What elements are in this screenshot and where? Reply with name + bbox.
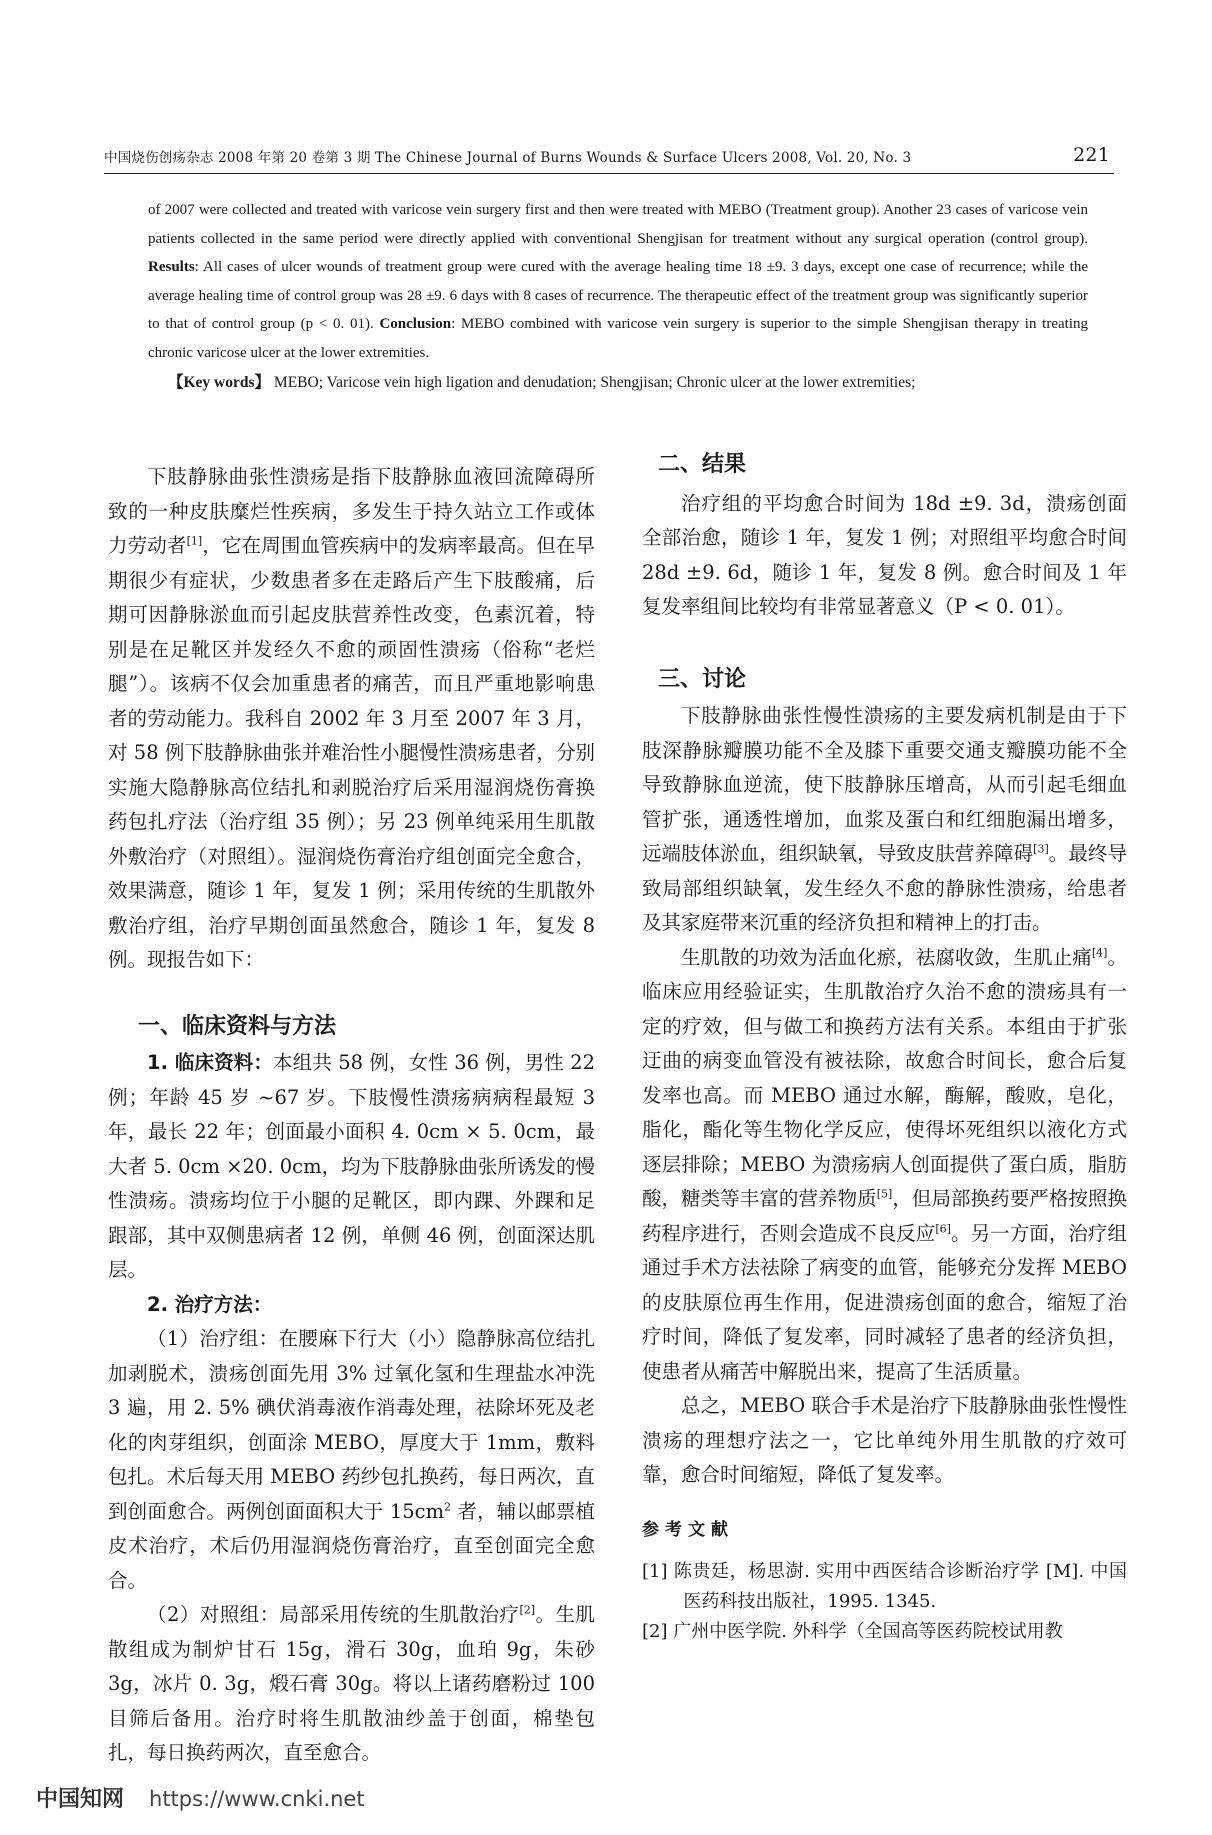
discussion-2-text-2: 。临床应用经验证实，生肌散治疗久治不愈的溃疡具有一定的疗效，但与做工和换药方法有关系。本组由于扩张迂曲的病变血管没有被祛除，故愈合时间长，愈合后复发率也高。而 MEBO 通过水解，酶解，酸败，皂化，脂化，酯化等生物化学反应，使得坏死组织以液化方式逐层排除；MEBO 为溃疡病人创面提供了蛋白质，脂肪酸，糖类等丰富的营养物质 — [642, 945, 1127, 1210]
left-column — [108, 460, 595, 1771]
watermark-url: https://www.cnki.net — [149, 1787, 365, 1811]
abstract-body — [148, 196, 1088, 367]
discussion-2-text-4: 。另一方面，治疗组通过手术方法祛除了病变的血管，能够充分发挥 MEBO 的皮肤原位再生作用，促进溃疡创面的愈合，缩短了治疗时间，降低了复发率，同时减轻了患者的经济负担，使患者从痛苦中解脱出来，提高了生活质量。 — [642, 1221, 1127, 1383]
discussion-paragraph-3: 总之，MEBO 联合手术是治疗下肢静脉曲张性慢性溃疡的理想疗法之一，它比单纯外用生肌散的疗效可靠，愈合时间缩短，降低了复发率。 — [642, 1394, 1127, 1486]
intro-text-2: ，它在周围血管疾病中的发病率最高。但在早期很少有症状，少数患者多在走路后产生下肢酸痛，后期可因静脉淤血而引起皮肤营养性改变，色素沉着，特别是在足靴区并发经久不愈的顽固性溃疡（俗称“老烂腿”）。该病不仅会加重患者的痛苦，而且严重地影响患者的劳动能力。我科自 2002 年 3 月至 2007 年 3 月，对 58 例下肢静脉曲张并难治性小腿慢性溃疡患者，分别实施大隐静脉高位结扎和剥脱治疗后采用湿润烧伤膏换药包扎疗法（治疗组 35 例）；另 23 例单纯采用生肌散外敷治疗（对照组）。湿润烧伤膏治疗组创面完全愈合，效果满意，随诊 1 年，复发 1 例；采用传统的生肌散外敷治疗组，治疗早期创面虽然愈合，随诊 1 年，复发 8 例。现报告如下： — [108, 534, 595, 971]
section-2-title: 二、结果 — [658, 452, 747, 477]
reference-item-2: [2] 广州中医学院. 外科学（全国高等医药院校试用教 — [642, 1621, 1063, 1642]
abstract-text-3: : MEBO combined with varicose vein surgery is superior to the simple Shengjisan therapy in treating chronic varicose ulcer at the lower extremities. — [148, 316, 1088, 361]
keywords-text: MEBO; Varicose vein high ligation and denudation; Shengjisan; Chronic ulcer at the lower extremities; — [270, 374, 916, 391]
section-3-title: 三、讨论 — [658, 666, 747, 692]
results-paragraph: 治疗组的平均愈合时间为 18d ±9. 3d，溃疡创面全部治愈，随诊 1 年，复发 1 例；对照组平均愈合时间 28d ±9. 6d，随诊 1 年，复发 8 例。愈合时间及 1 年复发率组间比较均有非常显著意义（P < 0. 01）。 — [642, 491, 1127, 618]
citation-4: [4] — [1091, 946, 1108, 959]
watermark-cn: 中国知网 — [36, 1787, 125, 1812]
journal-title: 中国烧伤创疡杂志 2008 年第 20 卷第 3 期 The Chinese Journal of Burns Wounds & Surface Ulcers 2008, Vol. 20, No. 3 — [104, 150, 912, 166]
superscript-2: 2 — [444, 1500, 452, 1513]
treatment-text-2: 者，辅以邮票植皮术治疗，术后仍用湿润烧伤膏治疗，直至创面完全愈合。 — [108, 1499, 595, 1592]
citation-3: [3] — [1033, 842, 1049, 856]
references-title: 参考文献 — [642, 1519, 734, 1540]
citation-2: [2] — [519, 1603, 536, 1617]
control-group-paragraph — [108, 1598, 595, 1771]
header-rule — [104, 173, 1114, 174]
control-text-2: 。生肌散组成为制炉甘石 15g，滑石 30g，血珀 9g，朱砂 3g，冰片 0. 3g，煅石膏 30g。将以上诸药磨粉过 100 目筛后备用。治疗时将生肌散油纱盖于创面，棉垫包扎，每日换药两次，直至愈合。 — [108, 1603, 595, 1764]
citation-1: [1] — [186, 534, 203, 548]
treatment-method-label: 2. 治疗方法： — [147, 1292, 273, 1316]
clinical-data-text: 本组共 58 例，女性 36 例，男性 22 例；年龄 45 岁 ~67 岁。下肢慢性溃疡病病程最短 3 年，最长 22 年；创面最小面积 4. 0cm × 5. 0cm，最大者 5. 0cm ×20. 0cm，均为下肢静脉曲张所诱发的慢性溃疡。溃疡均位于小腿的足靴区，即内踝、外踝和足跟部，其中双侧患病者 12 例，单侧 46 例，创面深达肌层。 — [108, 1051, 595, 1281]
intro-paragraph — [108, 460, 595, 978]
keywords-line — [148, 369, 1088, 398]
running-header — [104, 140, 1114, 174]
results-label: Results — [148, 259, 195, 275]
treatment-group-paragraph — [108, 1322, 595, 1598]
control-text-1: （2）对照组：局部采用传统的生肌散治疗 — [147, 1603, 520, 1626]
conclusion-label: Conclusion — [379, 316, 452, 332]
clinical-data-label: 1. 临床资料： — [147, 1051, 274, 1074]
discussion-paragraph-2 — [642, 941, 1127, 1390]
discussion-1-text-2: 。最终导致局部组织缺氧，发生经久不愈的静脉性溃疡，给患者及其家庭带来沉重的经济负担和精神上的打击。 — [642, 842, 1127, 934]
intro-text-1: 下肢静脉曲张性溃疡是指下肢静脉血液回流障碍所致的一种皮肤糜烂性疾病，多发生于持久站立工作或体力劳动者 — [108, 465, 595, 557]
citation-6: [6] — [935, 1222, 951, 1235]
abstract-text-2: : All cases of ulcer wounds of treatment group were cured with the average healing time 18 ±9. 3 days, except one case of recurrence; while the average healing time of control group was 28 ±9. 6 days with 8 cases of recurrence. The therapeutic effect of the treatment group was significantly superior to that of control group (p < 0. 01). — [148, 259, 1088, 332]
discussion-paragraph-1 — [642, 699, 1127, 941]
citation-5: [5] — [876, 1187, 893, 1201]
abstract-text-1: of 2007 were collected and treated with varicose vein surgery first and then were treated with MEBO (Treatment group). Another 23 cases of varicose vein patients collected in the same period were directly applied with conventional Shengjisan for treatment without any surgical operation (control group). — [148, 202, 1088, 247]
right-column — [642, 452, 1127, 1647]
section-1-title: 一、临床资料与方法 — [138, 1013, 337, 1039]
treatment-text-1: （1）治疗组：在腰麻下行大（小）隐静脉高位结扎加剥脱术，溃疡创面先用 3% 过氧化氢和生理盐水冲洗 3 遍，用 2. 5% 碘伏消毒液作消毒处理，祛除坏死及老化的肉芽组织，创面涂 MEBO，厚度大于 1mm，敷料包扎。术后每天用 MEBO 药纱包扎换药，每日两次，直到创面愈合。两例创面面积大于 15cm — [108, 1327, 595, 1523]
reference-item-1: [1] 陈贵廷，杨思澍. 实用中西医结合诊断治疗学 [M]. 中国医药科技出版社，1995. 1345. — [642, 1561, 1127, 1612]
page-number: 221 — [1073, 144, 1110, 166]
treatment-method-heading — [108, 1288, 595, 1323]
cnki-watermark — [36, 1782, 365, 1813]
clinical-data-paragraph — [108, 1046, 595, 1288]
discussion-2-text-3: ，但局部换药要严格按照换药程序进行，否则会造成不良反应 — [642, 1187, 1127, 1245]
keywords-label: 【Key words】 — [168, 374, 271, 391]
discussion-2-text-1: 生肌散的功效为活血化瘀，祛腐收敛，生肌止痛 — [681, 945, 1092, 969]
discussion-1-text-1: 下肢静脉曲张性慢性溃疡的主要发病机制是由于下肢深静脉瓣膜功能不全及膝下重要交通支瓣膜功能不全导致静脉血逆流，使下肢静脉压增高，从而引起毛细血管扩张，通透性增加，血浆及蛋白和红细胞漏出增多，远端肢体淤血，组织缺氧，导致皮肤营养障碍 — [642, 704, 1127, 865]
english-abstract — [148, 196, 1088, 398]
